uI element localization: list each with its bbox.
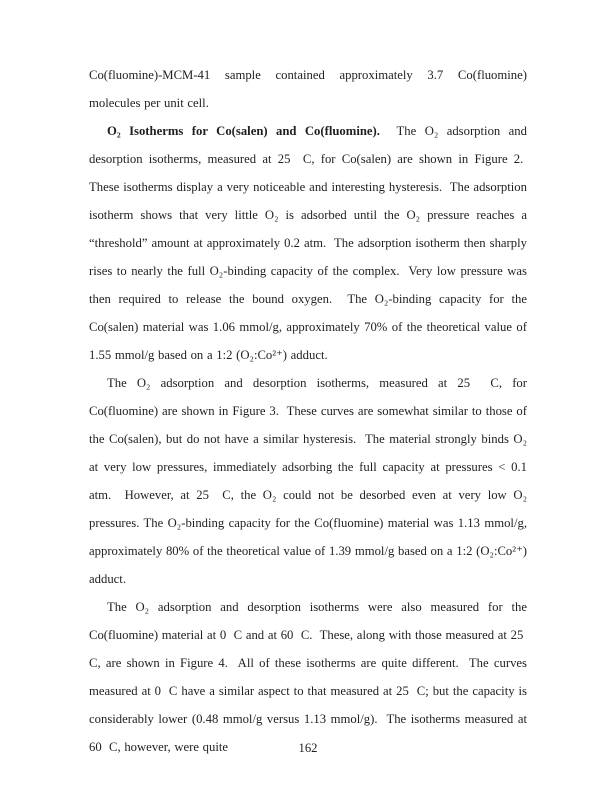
paragraph-cofluomine-25c [89,369,527,593]
paragraph-text: Co(fluomine)-MCM-41 sample contained approximately 3.7 Co(fluomine) molecules per unit cell. [89,68,527,110]
paragraph-text: The O₂ adsorption and desorption isotherms, measured at 25 C, for Co(salen) are shown in Figure 2. These isotherms display a very noticeable and interesting hysteresis. The adsorption isotherm shows that very little O₂ is adsorbed until the O₂ pressure reaches a “threshold” amount at approximately 0.2 atm. The adsorption isotherm then sharply rises to nearly the full O₂-binding capacity of the complex. Very low pressure was then required to release the bound oxygen. The O₂-binding capacity for the Co(salen) material was 1.06 mmol/g, approximately 70% of the theoretical value of 1.55 mmol/g based on a 1:2 (O₂:Co²⁺) adduct. [89,124,527,362]
page-number: 162 [298,741,318,755]
paragraph-continuation [89,61,527,117]
paragraph-text: The O₂ adsorption and desorption isotherms were also measured for the Co(fluomine) material at 0 C and at 60 C. These, along with those measured at 25 C, are shown in Figure 4. All of these isotherms are quite different. The curves measured at 0 C have a similar aspect to that measured at 25 C; but the capacity is considerably lower (0.48 mmol/g versus 1.13 mmol/g). The isotherms measured at 60 C, however, were quite [89,600,527,754]
section-heading: O₂ Isotherms for Co(salen) and Co(fluomine). [107,124,380,138]
paragraph-o2-isotherms [89,117,527,369]
paragraph-text: The O₂ adsorption and desorption isotherms, measured at 25 C, for Co(fluomine) are shown in Figure 3. These curves are somewhat similar to those of the Co(salen), but do not have a similar hysteresis. The material strongly binds O₂ at very low pressures, immediately adsorbing the full capacity at pressures < 0.1 atm. However, at 25 C, the O₂ could not be desorbed even at very low O₂ pressures. The O₂-binding capacity for the Co(fluomine) material was 1.13 mmol/g, approximately 80% of the theoretical value of 1.39 mmol/g based on a 1:2 (O₂:Co²⁺) adduct. [89,376,527,586]
page-body-text [89,61,527,761]
